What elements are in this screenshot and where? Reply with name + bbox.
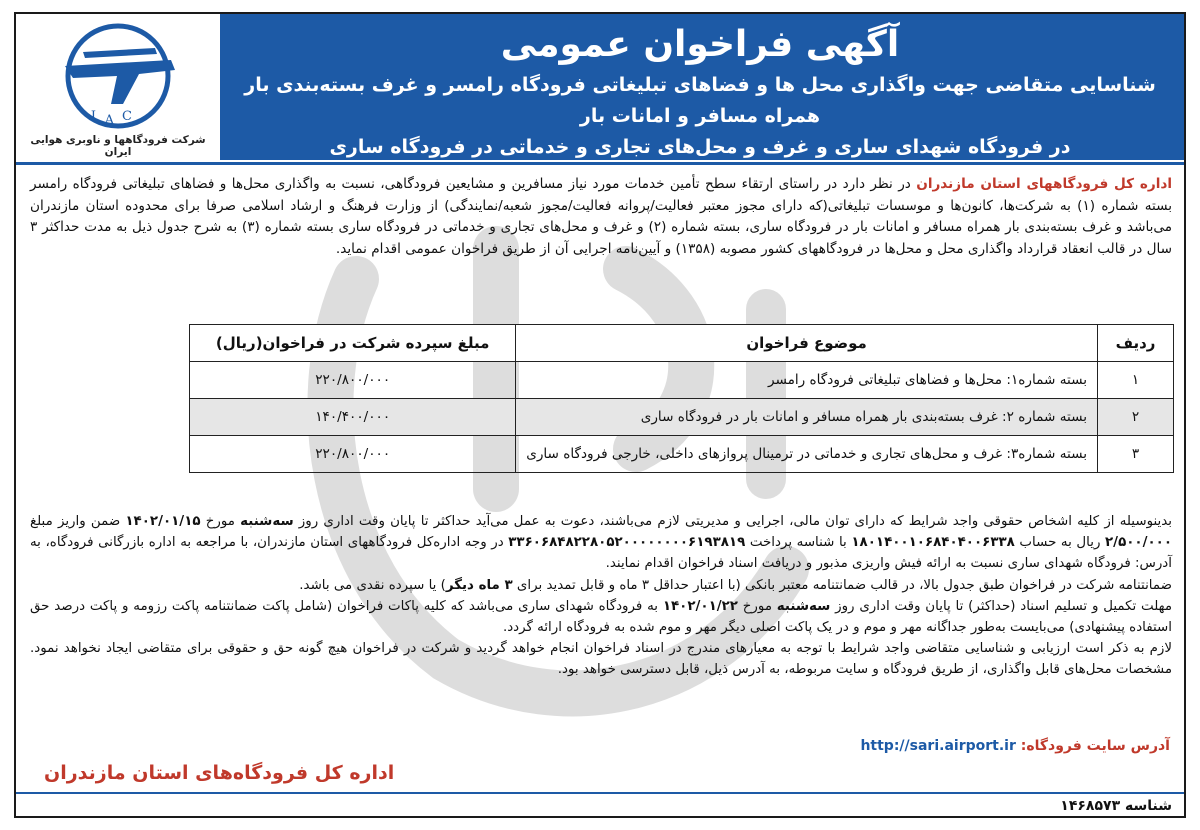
logo-caption: شرکت فرودگاهها و ناوبری هوایی ایران: [30, 134, 206, 158]
notice-id-value: ۱۴۶۸۵۷۳: [1060, 798, 1121, 814]
table-row: [190, 436, 1174, 473]
purchase-deadline-date: ۱۴۰۲/۰۱/۱۵: [125, 514, 201, 529]
table-header-row: [190, 325, 1174, 362]
terms-paragraph-submission: [30, 596, 1172, 638]
logo-letter-i: I: [90, 109, 96, 124]
title-banner: [216, 14, 1184, 160]
terms-text: در وجه اداره‌کل فرودگاههای استان مازندران، با مراجعه به اداره بازرگانی فرودگاه، به آدرس: فرودگاه شهدای ساری نسبت به ارائه فیش واریزی مذبور و دریافت اسناد فراخوان اقدام نمایند.: [30, 535, 1172, 572]
deadline-day: سه‌شنبه: [240, 514, 294, 529]
terms-text: مورخ: [200, 514, 241, 529]
footer-divider: [16, 792, 1184, 794]
col-header-deposit-amount: مبلغ سپرده شرکت در فراخوان(ریال): [190, 325, 516, 362]
table-row: [190, 399, 1174, 436]
notice-subtitle-line1: شناسایی متقاضی جهت واگذاری محل ها و فضاهای تبلیغاتی فرودگاه رامسر و غرف بسته‌بندی بار همراه مسافر و امانات بار: [244, 74, 1156, 127]
notice-header: [16, 14, 1184, 160]
iac-logo-icon: [43, 20, 193, 132]
logo-letter-a: A: [104, 113, 114, 128]
row-deposit-amount: ۲۲۰/۸۰۰/۰۰۰: [190, 436, 516, 473]
row-deposit-amount: ۱۴۰/۴۰۰/۰۰۰: [190, 399, 516, 436]
logo-letter-c: C: [122, 109, 132, 124]
col-header-subject: موضوع فراخوان: [516, 325, 1098, 362]
airports-company-logo: [16, 14, 220, 160]
row-number: ۳: [1098, 436, 1174, 473]
terms-text: با شناسه پرداخت: [745, 535, 852, 551]
intro-text: در نظر دارد در راستای ارتقاء سطح تأمین خدمات مورد نیاز مسافرین و مشایعین فرودگاهی، نسبت به واگذاری محل‌ها و فضاهای تبلیغاتی فرودگاه رامسر بسته شماره (۱) به شرکت‌ها، کانون‌ها و موسسات تبلیغاتی(که دارای مجوز معتبر فعالیت/پروانه فعالیت/مجوز شعبه/نمایندگی) از وزارت فرهنگ و ارشاد اسلامی صرفا برای محدوده استان مازندران می‌باشد و غرف بسته‌بندی بار همراه مسافر و امانات بار در فرودگاه ساری، بسته شماره (۲) و غرف و محل‌های تجاری و خدماتی در فرودگاه ساری بسته شماره (۳) به شرح جدول ذیل به مدت حداکثر ۳ سال در قالب انعقاد قرارداد واگذاری محل و محل‌ها در فرودگاههای کشور مصوبه (۱۳۵۸) و آیین‌نامه اجرایی آن از طریق فراخوان عمومی اقدام نماید.: [30, 176, 1173, 257]
website-link[interactable]: http://sari.airport.ir: [860, 738, 1016, 754]
row-subject: بسته شماره۳: غرف و محل‌های تجاری و خدماتی در ترمینال پروازهای داخلی، خارجی فرودگاه ساری: [516, 436, 1098, 473]
header-divider: [16, 162, 1184, 165]
terms-text: ) یا سپرده نقدی می باشد.: [299, 577, 446, 593]
intro-paragraph: [30, 174, 1172, 260]
notice-id-label: شناسه: [1125, 798, 1172, 814]
row-subject: بسته شماره ۲: غرف بسته‌بندی بار همراه مسافر و امانات بار در فرودگاه ساری: [516, 399, 1098, 436]
terms-text: مورخ: [737, 598, 777, 614]
table-row: [190, 362, 1174, 399]
terms-paragraph-invitation: [30, 511, 1172, 575]
col-header-row-number: ردیف: [1098, 325, 1174, 362]
submission-day: سه‌شنبه: [776, 598, 831, 614]
organization-name: اداره کل فرودگاههای استان مازندران: [916, 176, 1172, 192]
notice-page: [14, 12, 1186, 818]
website-label: آدرس سایت فرودگاه:: [1020, 738, 1170, 754]
extension-period: ۳ ماه دیگر: [445, 577, 513, 593]
terms-text: ریال به حساب: [1014, 535, 1105, 551]
terms-text: ضمن واریز مبلغ: [30, 514, 126, 529]
row-number: ۱: [1098, 362, 1174, 399]
website-line: [860, 738, 1170, 754]
notice-subtitle-line2: در فرودگاه شهدای ساری و غرف و محل‌های تجاری و خدماتی در فرودگاه ساری: [329, 136, 1071, 158]
account-number: ۴۰۰۱۰۶۸۴۰۴۰۰۶۳۳۸: [884, 535, 1015, 551]
notice-title: آگهی فراخوان عمومی: [500, 24, 900, 65]
packages-table: [189, 324, 1174, 473]
terms-text: مهلت تکمیل و تسلیم اسناد (حداکثر) تا پایان وقت اداری روز: [830, 598, 1172, 614]
terms-paragraph-guarantee: [30, 575, 1172, 596]
terms-section: [30, 511, 1172, 681]
terms-text: به فرودگاه شهدای ساری می‌باشد که کلیه پاکات فراخوان (شامل پاکت ضمانتنامه پاکت رزومه و پاکت درصد حق استفاده پیشنهادی) می‌بایست به‌طور جداگانه مهر و موم و در یک پاکت اصلی دیگر مهر و موم شده به فرودگاه ارائه گردد.: [30, 598, 1172, 636]
row-deposit-amount: ۲۲۰/۸۰۰/۰۰۰: [190, 362, 516, 399]
row-subject: بسته شماره۱: محل‌ها و فضاهای تبلیغاتی فرودگاه رامسر: [516, 362, 1098, 399]
terms-paragraph-evaluation: لازم به ذکر است ارزیابی و شناسایی متقاضی واجد شرایط با توجه به معیارهای مندرج در اسناد فراخوان انجام خواهد گردید و شرکت در فراخوان هیچ گونه حق و حقوقی برای متقاضی ایجاد نخواهد نمود. مشخصات محل‌های قابل واگذاری، از طریق فرودگاه و سایت مربوطه، به آدرس ذیل، قابل دسترسی خواهد بود.: [30, 641, 1172, 678]
issuer-signature: اداره کل فرودگاه‌های استان مازندران: [44, 762, 395, 784]
payment-id: ۳۳۶۰۶۸۴۸۲۲۸۰۵۲۰۰۰۰۰۰۰۰۶۱۹۳۸۱۹: [508, 535, 746, 551]
terms-text: ضمانتنامه شرکت در فراخوان طبق جدول بالا، در قالب ضمانتنامه معتبر بانکی (با اعتبار حداقل ۳ ماه و قابل تمدید برای: [512, 577, 1172, 593]
account-number-prefix: ۱۸۰۱: [851, 535, 885, 551]
notice-id: [1060, 798, 1172, 814]
document-fee: ۲/۵۰۰/۰۰۰: [1105, 535, 1172, 551]
row-number: ۲: [1098, 399, 1174, 436]
submission-deadline-date: ۱۴۰۲/۰۱/۲۲: [662, 598, 738, 614]
terms-text: بدینوسیله از کلیه اشخاص حقوقی واجد شرایط که دارای توان مالی، اجرایی و مدیریتی لازم می‌باشند، دعوت به عمل می‌آید حداکثر تا پایان وقت اداری روز: [293, 514, 1173, 529]
